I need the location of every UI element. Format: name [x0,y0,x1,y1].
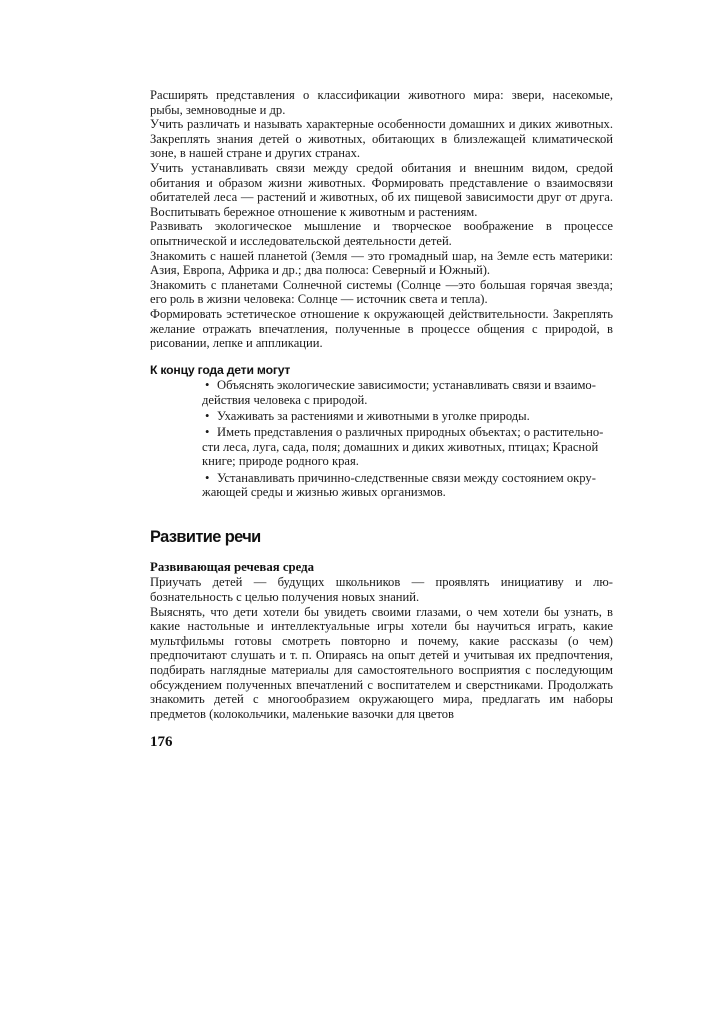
outcomes-heading: К концу года дети могут [150,362,291,377]
paragraph: Развивать экологическое мышление и творческое воображение в процессе опытнической и исследовательской деятельности детей. [150,219,613,248]
ecology-section [150,88,613,351]
list-item [202,409,610,424]
list-item-text: Иметь представления о различных природных объектах; о растительно-сти леса, луга, сада, поля; домашних и диких животных, птицах; Красной книге; природе родного края. [202,425,604,469]
list-item-text: Ухаживать за растениями и животными в уголке природы. [217,409,530,424]
list-item-text: Объяснять экологические зависимости; устанавливать связи и взаимо-действия человека с природой. [202,378,596,407]
paragraph: Учить устанавливать связи между средой обитания и внешним видом, средой обитания и образом жизни животных. Формировать представление о взаимосвязи обитателей леса — растений и животных, об их пищевой зависимости друг от друга. Воспитывать бережное отношение к животным и растениям. [150,160,613,219]
section-subtitle: Развивающая речевая среда [150,559,315,574]
paragraph: Выяснять, что дети хотели бы увидеть своими глазами, о чем хотели бы узнать, в какие настольные и интеллектуальные игры хотели бы научиться играть, какие мультфильмы готовы смотреть повторно и почему, какие рассказы (о чем) предпочитают слушать и т. п. Опираясь на опыт детей и учитывая их предпочтения, подбирать наглядные материалы для самостоятельного восприятия с последующим обсуждением полученных впечатлений с воспитателем и сверстниками. Продолжать знакомить детей с многообразием окружающего мира, предлагать им наборы предметов (колокольчики, маленькие вазочки для цветов [150,604,613,721]
bullet-icon: • [205,409,210,424]
paragraph: Знакомить с планетами Солнечной системы (Солнце —это большая горячая звезда; его роль в жизни человека: Солнце — источник света и тепла). [150,277,613,307]
bullet-icon: • [205,425,210,440]
paragraph: Приучать детей — будущих школьников — проявлять инициативу и лю-бознательность с целью получения новых знаний. [150,575,613,604]
document-page [150,88,613,751]
section-title: Развитие речи [150,527,261,546]
list-item [202,425,610,469]
page-number: 176 [150,734,173,751]
bullet-icon: • [205,378,210,393]
paragraph: Формировать эстетическое отношение к окружающей действительности. Закреплять желание отражать впечатления, полученные в процессе общения с природой, в рисовании, лепке и аппликации. [150,306,613,351]
list-item [202,471,610,500]
paragraph: Учить различать и называть характерные особенности домашних и диких животных. Закреплять знания детей о животных, обитающих в близлежащей климатической зоне, в нашей стране и других странах. [150,117,613,161]
list-item-text: Устанавливать причинно-следственные связи между состоянием окру-жающей среды и жизнью живых организмов. [202,470,596,500]
bullet-icon: • [205,470,210,485]
paragraph: Расширять представления о классификации животного мира: звери, насекомые, рыбы, земноводные и др. [150,88,613,117]
outcomes-list [150,378,610,500]
paragraph: Знакомить с нашей планетой (Земля — это громадный шар, на Земле есть материки: Азия, Европа, Африка и др.; два полюса: Северный и Южный). [150,248,613,278]
list-item [202,378,610,407]
